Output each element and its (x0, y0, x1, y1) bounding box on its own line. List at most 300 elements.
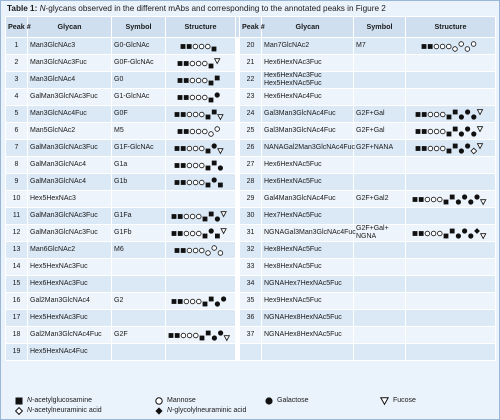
peak-number: 19 (6, 344, 28, 361)
mannose-circle-icon (187, 248, 192, 253)
galactose-circle-icon (465, 143, 470, 148)
glycan-structure (166, 310, 236, 327)
peak-25-structure-diagram (415, 126, 487, 137)
mannose-circle-icon (428, 112, 433, 117)
galactose-circle-icon (218, 330, 223, 335)
glcnac-square-icon (206, 330, 211, 335)
mannose-circle-icon (453, 46, 458, 51)
mannose-circle-icon (187, 180, 192, 185)
glycan-symbol: G2F+Gal (354, 123, 406, 140)
glcnac-square-icon (209, 97, 214, 102)
glcnac-square-icon (175, 163, 180, 168)
fucose-triangle-icon (221, 211, 226, 216)
header-peak-right: Peak # (240, 17, 262, 38)
glcnac-square-icon (443, 199, 448, 204)
fucose-triangle-icon (380, 397, 389, 405)
mannose-circle-icon (440, 44, 445, 49)
table-row (6, 174, 496, 191)
fucose-triangle-icon (480, 233, 485, 238)
peak-number: 16 (6, 293, 28, 310)
glcnac-square-icon (175, 248, 180, 253)
glycan-symbol (354, 242, 406, 259)
glcnac-square-icon (187, 44, 192, 49)
mannose-circle-icon (203, 129, 208, 134)
legend-mannose: Mannose (155, 396, 196, 406)
glcnac-square-icon (218, 182, 223, 187)
glycan-symbol (354, 310, 406, 327)
glycan-name: Man3GlcNAc4 (28, 72, 112, 89)
mannose-circle-icon (187, 112, 192, 117)
mannose-circle-icon (193, 180, 198, 185)
peak-number: 35 (240, 293, 262, 310)
mannose-circle-icon (184, 299, 189, 304)
glcnac-square-icon (421, 146, 426, 151)
mannose-circle-icon (428, 146, 433, 151)
peak-number: 21 (240, 55, 262, 72)
mannose-circle-icon (434, 44, 439, 49)
peak-number: 29 (240, 191, 262, 208)
peak-24-structure-diagram (415, 109, 487, 120)
glcnac-square-icon (178, 78, 183, 83)
glcnac-square-icon (181, 146, 186, 151)
peak-13-structure-diagram (174, 245, 227, 256)
glycan-structure (166, 225, 236, 242)
mannose-circle-icon (197, 231, 202, 236)
table-row (6, 140, 496, 157)
glycan-structure (406, 310, 496, 327)
glycan-structure (406, 327, 496, 344)
peak-11-structure-diagram (171, 211, 230, 222)
glcnac-square-icon (412, 231, 417, 236)
glycan-structure (166, 327, 236, 344)
glcnac-square-icon (412, 197, 417, 202)
glycan-structure (166, 208, 236, 225)
glycan-name: GalMan3GlcNAc3Fuc (28, 89, 112, 106)
mannose-circle-icon (440, 146, 445, 151)
mannose-circle-icon (184, 214, 189, 219)
table-row (6, 38, 496, 55)
glcnac-square-icon (200, 335, 205, 340)
glcnac-square-icon (184, 129, 189, 134)
glycan-name: Hex6HexNAc3Fuc Hex5HexNAc5Fuc (262, 72, 354, 89)
peak-number: 6 (6, 123, 28, 140)
mannose-circle-icon (200, 163, 205, 168)
glcnac-square-icon (446, 148, 451, 153)
glycan-name: Hex7HexNAc5Fuc (262, 208, 354, 225)
peak-number: 14 (6, 259, 28, 276)
glycan-symbol: G0F (112, 106, 166, 123)
fucose-triangle-icon (477, 109, 482, 114)
glycan-symbol (354, 208, 406, 225)
glycan-name: Man3GlcNAc3Fuc (28, 55, 112, 72)
glycan-symbol (354, 276, 406, 293)
glcnac-square-icon (181, 44, 186, 49)
mannose-circle-icon (434, 146, 439, 151)
peak-31-structure-diagram (412, 228, 490, 239)
galactose-circle-icon (265, 397, 273, 405)
peak-number: 32 (240, 242, 262, 259)
peak-1-structure-diagram (180, 41, 221, 52)
glycan-structure (406, 72, 496, 89)
table-row (6, 72, 496, 89)
peak-5-structure-diagram (174, 109, 227, 120)
peak-number: 8 (6, 157, 28, 174)
mannose-circle-icon (193, 146, 198, 151)
glycan-symbol (354, 55, 406, 72)
ngna-diamond-icon (474, 228, 480, 234)
peak-number: 3 (6, 72, 28, 89)
peak-number: 9 (6, 174, 28, 191)
glycan-symbol: G2F+NANA (354, 140, 406, 157)
mannose-circle-icon (196, 95, 201, 100)
mannose-circle-icon (447, 44, 452, 49)
glycan-structure (166, 72, 236, 89)
glycan-symbol (354, 157, 406, 174)
glycan-symbol (112, 310, 166, 327)
glcnac-square-icon (418, 231, 423, 236)
glycan-symbol: G0 (112, 72, 166, 89)
legend-galactose: Galactose (265, 396, 309, 406)
glcnac-square-icon (178, 61, 183, 66)
fucose-triangle-icon (221, 228, 226, 233)
peak-number: 18 (6, 327, 28, 344)
glycan-name: Hex5HexNAc3Fuc (28, 310, 112, 327)
glcnac-square-icon (181, 112, 186, 117)
peak-number: 12 (6, 225, 28, 242)
galactose-circle-icon (471, 131, 476, 136)
galactose-circle-icon (458, 114, 463, 119)
glycan-name: GalMan3GlcNAc4 (28, 157, 112, 174)
glycan-symbol: G1b (112, 174, 166, 191)
peak-number: 24 (240, 106, 262, 123)
glcnac-square-icon (415, 146, 420, 151)
glycan-structure (166, 89, 236, 106)
table-row (6, 293, 496, 310)
peak-number: 10 (6, 191, 28, 208)
glcnac-square-icon (184, 61, 189, 66)
peak-number (240, 344, 262, 361)
galactose-circle-icon (455, 233, 460, 238)
caption-text: -glycans observed in the different mAbs and corresponding to the annotated peaks in Figure 2 (45, 4, 386, 13)
mannose-circle-icon (425, 197, 430, 202)
glcnac-square-icon (209, 211, 214, 216)
glycan-name: Man7GlcNAc2 (262, 38, 354, 55)
glcnac-square-icon (206, 165, 211, 170)
peak-number: 28 (240, 174, 262, 191)
glycan-structure (166, 242, 236, 259)
peak-12-structure-diagram (171, 228, 230, 239)
caption-prefix: Table 1: (7, 4, 38, 13)
glycan-table (5, 16, 496, 361)
mannose-circle-icon (190, 129, 195, 134)
glycan-structure (166, 191, 236, 208)
glcnac-square-icon (452, 109, 457, 114)
header-glycan-left: Glycan (28, 17, 112, 38)
peak-number: 33 (240, 259, 262, 276)
glcnac-square-icon (172, 214, 177, 219)
glycan-name: Hex6HexNAc4Fuc (262, 89, 354, 106)
glycan-name: Hex6HexNAc5Fuc (262, 157, 354, 174)
glcnac-square-icon (215, 233, 220, 238)
glycan-structure (406, 123, 496, 140)
mannose-circle-icon (440, 112, 445, 117)
mannose-circle-icon (465, 46, 470, 51)
glcnac-square-icon (209, 80, 214, 85)
glycan-structure (166, 174, 236, 191)
galactose-circle-icon (465, 126, 470, 131)
glycan-name: Hex9HexNAc5Fuc (262, 293, 354, 310)
glycan-symbol (354, 174, 406, 191)
glycan-symbol (112, 344, 166, 361)
glycan-structure (166, 140, 236, 157)
glycan-name: GalMan3GlcNAc4 (28, 174, 112, 191)
mannose-circle-icon (209, 131, 214, 136)
glycan-name: Gal2Man3GlcNAc4 (28, 293, 112, 310)
glycan-structure (406, 106, 496, 123)
peak-number: 23 (240, 89, 262, 106)
glcnac-square-icon (422, 44, 427, 49)
galactose-circle-icon (465, 109, 470, 114)
mannose-circle-icon (190, 95, 195, 100)
table-row (6, 157, 496, 174)
glcnac-square-icon (212, 160, 217, 165)
table-header-row (6, 17, 496, 38)
glycan-structure (406, 276, 496, 293)
glycan-name: Gal3Man3GlcNAc4Fuc (262, 123, 354, 140)
fucose-triangle-icon (224, 335, 229, 340)
glcnac-square-icon (178, 95, 183, 100)
glcnac-square-icon (215, 75, 220, 80)
glycan-symbol (354, 293, 406, 310)
glcnac-square-icon (206, 114, 211, 119)
header-symbol-right: Symbol (354, 17, 406, 38)
glycan-structure (166, 38, 236, 55)
glycan-name: Hex5HexNAc3Fuc (28, 259, 112, 276)
glcnac-square-icon (184, 78, 189, 83)
table-row (6, 310, 496, 327)
mannose-circle-icon (187, 333, 192, 338)
peak-number: 4 (6, 89, 28, 106)
galactose-circle-icon (458, 148, 463, 153)
galactose-circle-icon (471, 114, 476, 119)
glycan-symbol: G2F+Gal2 (354, 191, 406, 208)
nana-diamond-icon (15, 407, 23, 415)
glcnac-square-icon (181, 163, 186, 168)
galactose-circle-icon (215, 216, 220, 221)
table-row (6, 225, 496, 242)
glycan-symbol (112, 191, 166, 208)
mannose-circle-icon (437, 231, 442, 236)
galactose-circle-icon (474, 194, 479, 199)
mannose-circle-icon (193, 44, 198, 49)
glcnac-square-icon (178, 231, 183, 236)
mannose-circle-icon (459, 41, 464, 46)
galactose-circle-icon (468, 233, 473, 238)
legend-glcnac: N-acetylglucosamine (15, 396, 92, 406)
table-row (6, 259, 496, 276)
glycan-symbol (112, 259, 166, 276)
peak-4-structure-diagram (177, 92, 224, 103)
mannose-circle-icon (155, 397, 163, 405)
glycan-structure (166, 157, 236, 174)
peak-number: 30 (240, 208, 262, 225)
glycan-symbol: G2 (112, 293, 166, 310)
table-row (6, 327, 496, 344)
mannose-circle-icon (187, 163, 192, 168)
glycan-structure (406, 174, 496, 191)
glycan-symbol: G2F (112, 327, 166, 344)
glcnac-square-icon (15, 397, 23, 405)
glcnac-square-icon (212, 46, 217, 51)
peak-8-structure-diagram (174, 160, 227, 171)
glcnac-square-icon (172, 299, 177, 304)
mannose-circle-icon (203, 78, 208, 83)
glycan-symbol: M6 (112, 242, 166, 259)
glycan-name: Hex8HexNAc5Fuc (262, 259, 354, 276)
mannose-circle-icon (196, 61, 201, 66)
fucose-triangle-icon (477, 143, 482, 148)
glycan-symbol: M5 (112, 123, 166, 140)
peak-3-structure-diagram (177, 75, 224, 86)
mannose-circle-icon (190, 61, 195, 66)
mannose-circle-icon (437, 197, 442, 202)
glcnac-square-icon (449, 194, 454, 199)
peak-20-structure-diagram (421, 41, 480, 52)
glycan-name: Man6GlcNAc2 (28, 242, 112, 259)
peak-number: 1 (6, 38, 28, 55)
glcnac-square-icon (452, 143, 457, 148)
galactose-circle-icon (458, 131, 463, 136)
glycan-name: Gal3Man3GlcNAc4Fuc (262, 106, 354, 123)
mannose-circle-icon (425, 231, 430, 236)
glcnac-square-icon (209, 296, 214, 301)
glcnac-square-icon (415, 129, 420, 134)
nana-diamond-icon (471, 148, 477, 154)
mannose-circle-icon (218, 250, 223, 255)
galactose-circle-icon (212, 143, 217, 148)
peak-number: 25 (240, 123, 262, 140)
glcnac-square-icon (181, 248, 186, 253)
glycan-symbol: G1Fa (112, 208, 166, 225)
mannose-circle-icon (184, 231, 189, 236)
glycan-symbol: G2F+Gal+ NGNA (354, 225, 406, 242)
glycan-symbol (354, 259, 406, 276)
peak-number: 22 (240, 72, 262, 89)
glycan-name (262, 344, 354, 361)
table-row (6, 123, 496, 140)
header-glycan-right: Glycan (262, 17, 354, 38)
glycan-symbol (354, 327, 406, 344)
peak-number: 17 (6, 310, 28, 327)
glcnac-square-icon (418, 197, 423, 202)
table-row (6, 106, 496, 123)
peak-7-structure-diagram (174, 143, 227, 154)
glcnac-square-icon (428, 44, 433, 49)
glcnac-square-icon (209, 63, 214, 68)
table-row (6, 89, 496, 106)
glcnac-square-icon (206, 148, 211, 153)
mannose-circle-icon (206, 250, 211, 255)
glycan-symbol: G0F-GlcNAc (112, 55, 166, 72)
galactose-circle-icon (215, 301, 220, 306)
glycan-name: Hex6HexNAc5Fuc (262, 174, 354, 191)
mannose-circle-icon (431, 231, 436, 236)
glycan-symbol: G2F+Gal (354, 106, 406, 123)
caption-italic: N (39, 4, 46, 13)
mannose-circle-icon (203, 61, 208, 66)
glcnac-square-icon (421, 129, 426, 134)
galactose-circle-icon (221, 296, 226, 301)
mannose-circle-icon (431, 197, 436, 202)
fucose-triangle-icon (218, 148, 223, 153)
glcnac-square-icon (175, 112, 180, 117)
galactose-circle-icon (215, 92, 220, 97)
fucose-triangle-icon (477, 126, 482, 131)
mannose-circle-icon (181, 333, 186, 338)
glcnac-square-icon (415, 112, 420, 117)
peak-number: 34 (240, 276, 262, 293)
glycan-name: Hex6HexNAc3Fuc (28, 276, 112, 293)
header-peak-left: Peak # (6, 17, 28, 38)
peak-number: 13 (6, 242, 28, 259)
galactose-circle-icon (212, 177, 217, 182)
peak-number: 11 (6, 208, 28, 225)
glycan-name: GalMan3GlcNAc3Fuc (28, 208, 112, 225)
peak-16-structure-diagram (171, 296, 230, 307)
glycan-name: Hex8HexNAc5Fuc (262, 242, 354, 259)
galactose-circle-icon (462, 228, 467, 233)
glcnac-square-icon (446, 114, 451, 119)
glycan-structure (166, 123, 236, 140)
table-row (6, 208, 496, 225)
galactose-circle-icon (212, 335, 217, 340)
glycan-name: NGNAGal3Man3GlcNAc4Fuc (262, 225, 354, 242)
glcnac-square-icon (203, 233, 208, 238)
glycan-symbol: G1F-GlcNAc (112, 140, 166, 157)
peak-6-structure-diagram (177, 126, 224, 137)
glycan-structure (166, 276, 236, 293)
peak-number: 7 (6, 140, 28, 157)
glcnac-square-icon (449, 228, 454, 233)
mannose-circle-icon (200, 180, 205, 185)
table-row (6, 55, 496, 72)
glcnac-square-icon (443, 233, 448, 238)
mannose-circle-icon (434, 112, 439, 117)
glycan-structure (406, 191, 496, 208)
glcnac-square-icon (452, 126, 457, 131)
table-row (6, 276, 496, 293)
glycan-structure (406, 242, 496, 259)
glycan-symbol: G1-GlcNAc (112, 89, 166, 106)
header-structure-right: Structure (406, 17, 496, 38)
glycan-name: Gal2Man3GlcNAc4Fuc (28, 327, 112, 344)
header-structure-left: Structure (166, 17, 236, 38)
glycan-symbol: G1a (112, 157, 166, 174)
table-row (6, 191, 496, 208)
glycan-symbol: G1Fb (112, 225, 166, 242)
mannose-circle-icon (212, 245, 217, 250)
glcnac-square-icon (203, 301, 208, 306)
glycan-structure (406, 225, 496, 242)
peak-18-structure-diagram (168, 330, 233, 341)
glycan-structure (166, 259, 236, 276)
glycan-structure (406, 38, 496, 55)
header-symbol-left: Symbol (112, 17, 166, 38)
glycan-name: Hex5HexNAc4Fuc (28, 344, 112, 361)
peak-2-structure-diagram (177, 58, 224, 69)
glycan-symbol: G0-GlcNAc (112, 38, 166, 55)
glcnac-square-icon (169, 333, 174, 338)
